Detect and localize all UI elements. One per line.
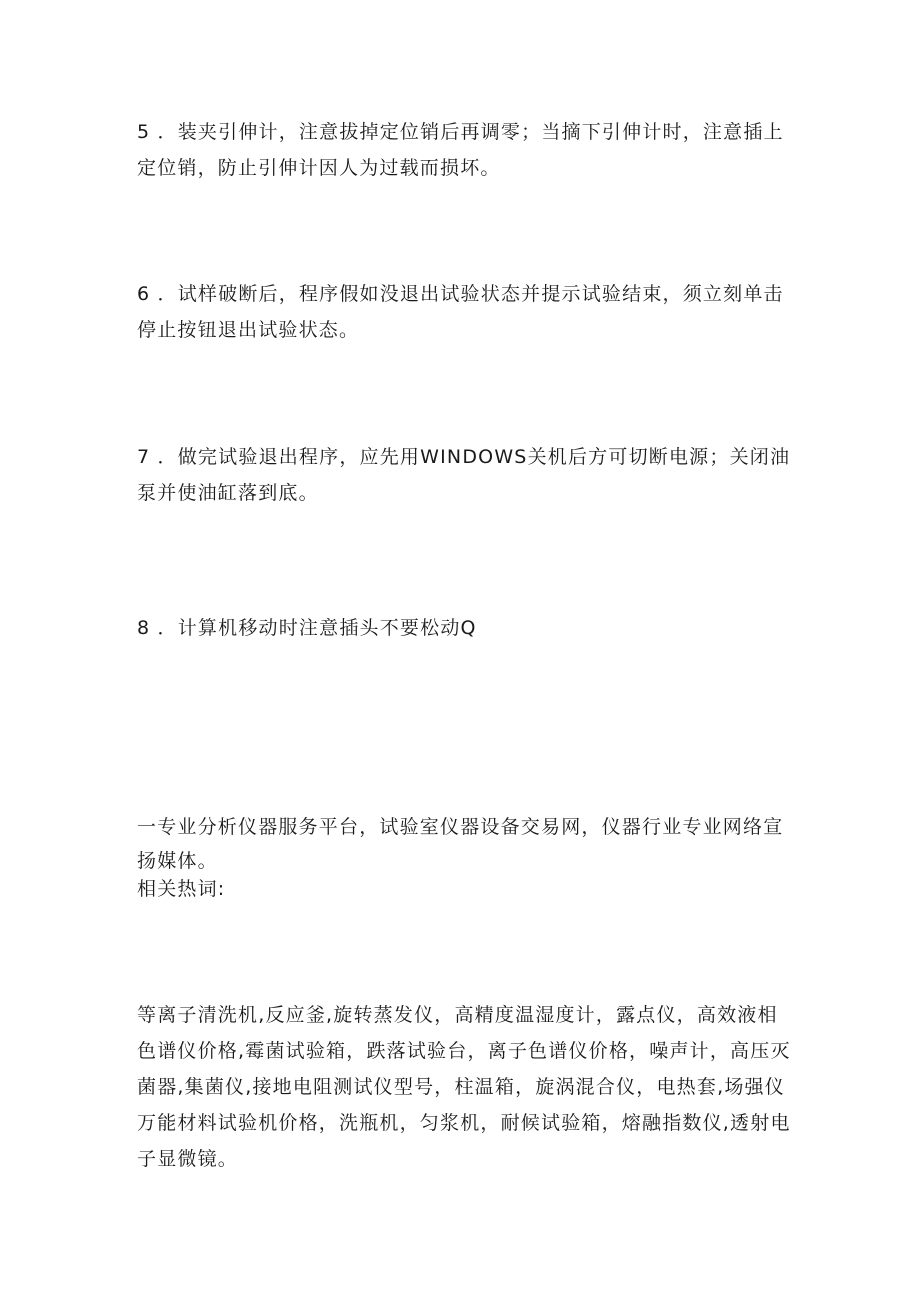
platform-description: 一专业分析仪器服务平台，试验室仪器设备交易网，仪器行业专业网络宣扬媒体。 bbox=[137, 816, 784, 872]
hot-words-list: 等离子清洗机,反应釜,旋转蒸发仪，高精度温湿度计，露点仪，高效液相色谱仪价格,霉菌试验箱，跌落试验台，离子色谱仪价格，噪声计，高压灭菌器,集菌仪,接地电阻测试仪型号，柱温箱，旋涡混合仪，电热套,场强仪万能材料试验机价格，洗瓶机，匀浆机，耐候试验箱，熔融指数仪,透射电子显微镜。 bbox=[137, 1004, 791, 1170]
instruction-item-8: 8 ．计算机移动时注意插头不要松动Q bbox=[137, 617, 477, 639]
instruction-item-6: 6 ．试样破断后，程序假如没退出试验状态并提示试验结束，须立刻单击停止按钮退出试验状态。 bbox=[137, 283, 784, 341]
instruction-item-7: 7 ．做完试验退出程序，应先用WINDOWS关机后方可切断电源；关闭油泵并使油缸落到底。 bbox=[137, 446, 791, 504]
instruction-item-5: 5 ．装夹引伸计，注意拔掉定位销后再调零；当摘下引伸计时，注意插上定位销，防止引伸计因人为过载而损坏。 bbox=[137, 121, 784, 179]
hot-words-label: 相关热词: bbox=[137, 878, 226, 900]
